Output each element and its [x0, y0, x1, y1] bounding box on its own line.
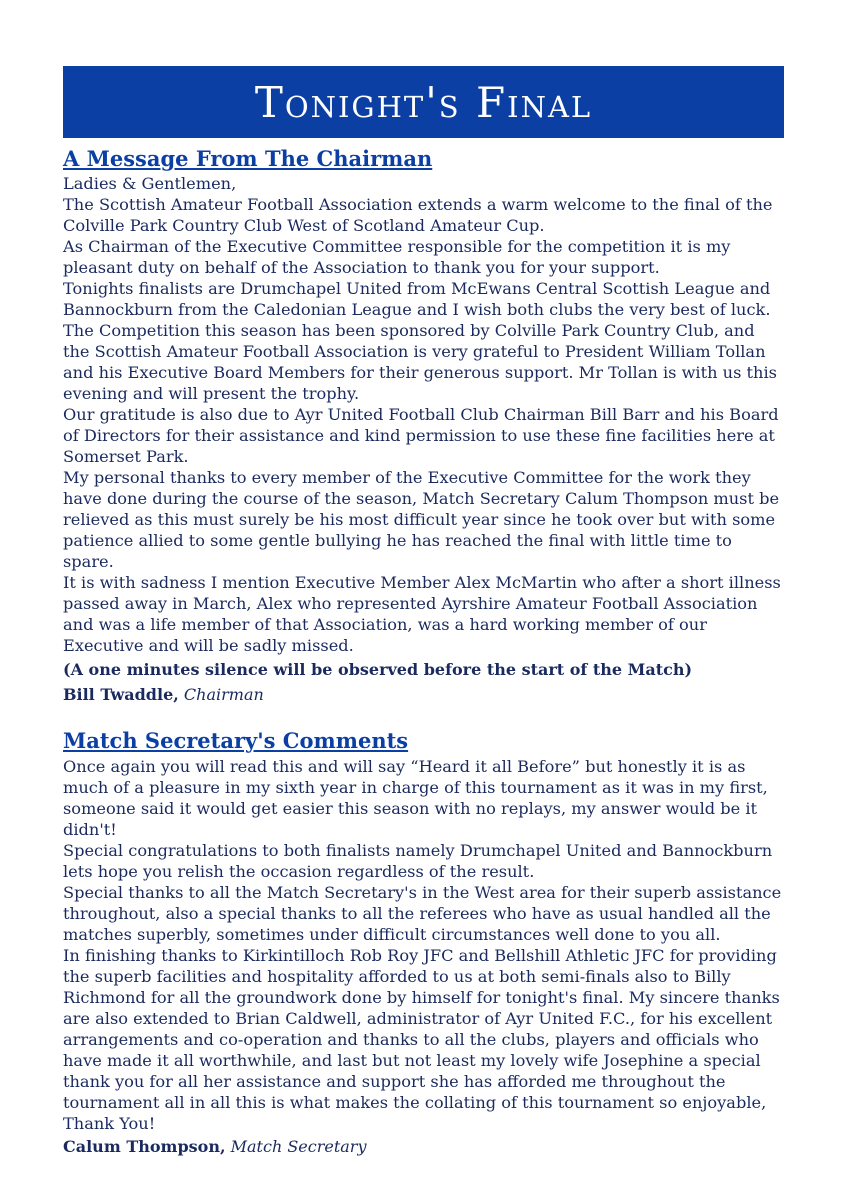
chairman-paragraph: The Scottish Amateur Football Association extends a warm welcome to the final of the Colville Park Country Club West of Scotland Amateur Cup. — [63, 195, 773, 236]
chairman-paragraph: The Competition this season has been sponsored by Colville Park Country Club, and the Scottish Amateur Football Association is very grateful to President William Tollan and his Executive Board Members for their generous support. Mr Tollan is with us this evening and will present the trophy. — [63, 321, 777, 404]
signature-role: Match Secretary — [230, 1136, 367, 1156]
secretary-paragraph: In finishing thanks to Kirkintilloch Rob Roy JFC and Bellshill Athletic JFC for providing the superb facilities and hospitality afforded to us at both semi-finals also to Billy Richmond for all the groundwork done by himself for tonight's final. My sincere thanks are also extended to Brian Caldwell, administrator of Ayr United F.C., for his excellent arrangements and co-operation and thanks to all the clubs, players and officials who have made it all worthwhile, and last but not least my lovely wife Josephine a special thank you for all her assistance and support she has afforded me throughout the tournament all in all this is what makes the collating of this tournament so enjoyable, Thank You! — [63, 945, 780, 1133]
signature-name: Calum Thompson, — [63, 1136, 226, 1156]
article-body — [63, 142, 785, 1160]
section-spacer — [63, 708, 785, 724]
signature-name: Bill Twaddle, — [63, 685, 179, 705]
chairman-paragraph: It is with sadness I mention Executive Member Alex McMartin who after a short illness passed away in March, Alex who represented Ayrshire Amateur Football Association and was a life member of that Association, was a hard working member of our Executive and will be sadly missed. — [63, 573, 781, 656]
signature-role: Chairman — [183, 685, 264, 705]
silence-note: (A one minutes silence will be observed before the start of the Match) — [63, 660, 693, 680]
secretary-paragraph: Once again you will read this and will say “Heard it all Before” but honestly it is as much of a pleasure in my sixth year in charge of this tournament as it was in my first, someone said it would get easier this season with no replays, my answer would be it didn't! — [63, 756, 768, 839]
secretary-signature — [63, 1134, 785, 1160]
chairman-paragraph: Tonights finalists are Drumchapel United from McEwans Central Scottish League and Bannockburn from the Caledonian League and I wish both clubs the very best of luck. — [63, 279, 771, 320]
chairman-paragraph: Our gratitude is also due to Ayr United Football Club Chairman Bill Barr and his Board of Directors for their assistance and kind permission to use these fine facilities here at Somerset Park. — [63, 405, 779, 467]
chairman-paragraph: As Chairman of the Executive Committee responsible for the competition it is my pleasant duty on behalf of the Association to thank you for your support. — [63, 237, 731, 278]
chairman-paragraph: Ladies & Gentlemen, — [63, 174, 237, 194]
secretary-paragraph: Special thanks to all the Match Secretary's in the West area for their superb assistance throughout, also a special thanks to all the referees who have as usual handled all the matches superbly, sometimes under difficult circumstances well done to you all. — [63, 882, 782, 944]
chairman-heading: A Message From The Chairman — [63, 146, 433, 171]
chairman-paragraph: My personal thanks to every member of the Executive Committee for the work they have done during the course of the season, Match Secretary Calum Thompson must be relieved as this must surely be his most difficult year since he took over but with some patience allied to some gentle bullying he has reached the final with little time to spare. — [63, 468, 780, 572]
secretary-paragraph: Special congratulations to both finalists namely Drumchapel United and Bannockburn lets hope you relish the occasion regardless of the result. — [63, 840, 773, 881]
title-banner — [63, 66, 784, 138]
page-title: Tonight's Final — [254, 77, 593, 127]
secretary-heading: Match Secretary's Comments — [63, 728, 409, 754]
chairman-signature — [63, 682, 785, 708]
